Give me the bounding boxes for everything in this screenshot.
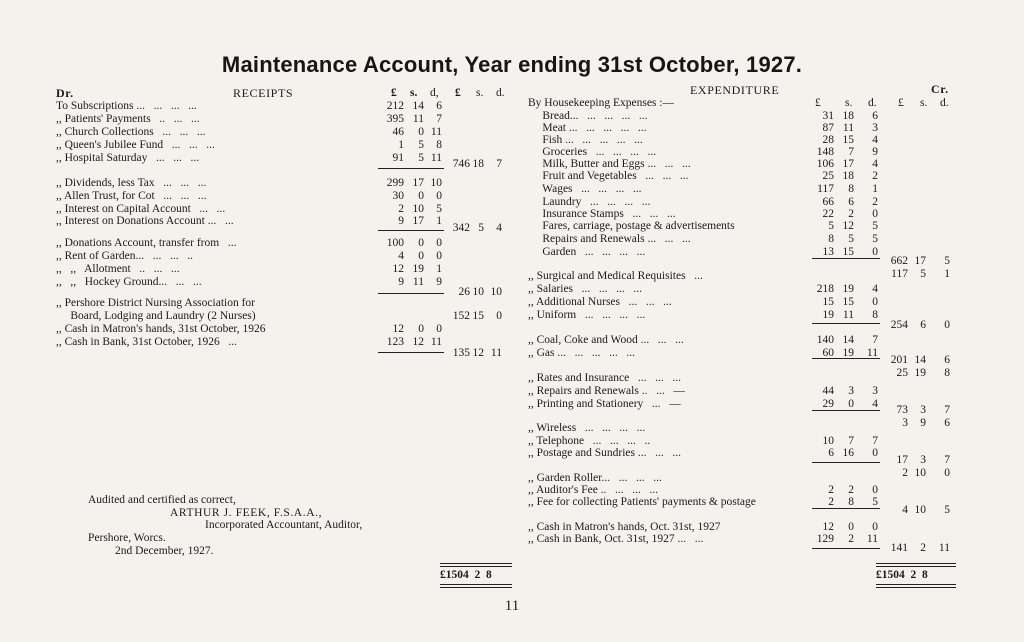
entry-label: ,, Repairs and Renewals .. ... —	[528, 385, 685, 397]
entry-label: ,, Printing and Stationery ... —	[528, 398, 681, 410]
entry-label: ,, Telephone ... ... ... ..	[528, 435, 651, 447]
subtotal-shillings: 3	[920, 404, 926, 416]
subtotal-shillings: 6	[920, 319, 926, 331]
subtotal-shillings: 14	[914, 354, 926, 366]
amount-shillings: 19	[412, 263, 424, 275]
amount-pence: 11	[430, 152, 442, 164]
amount-shillings: 12	[842, 220, 854, 232]
amount-pence: 10	[430, 177, 442, 189]
amount-pence: 1	[436, 215, 442, 227]
entry-label: ,, Additional Nurses ... ... ...	[528, 296, 672, 308]
entry-label: ,, Rates and Insurance ... ... ...	[528, 372, 681, 384]
amount-pence: 9	[872, 146, 878, 158]
rule	[378, 168, 444, 169]
amount-pence: 7	[872, 334, 878, 346]
amount-pounds: 28	[822, 134, 834, 146]
amount-pence: 0	[436, 250, 442, 262]
amount-pounds: 15	[822, 296, 834, 308]
subtotal-shillings: 18	[472, 158, 484, 170]
entry-label: Board, Lodging and Laundry (2 Nurses)	[56, 310, 256, 322]
audit-place: Pershore, Worcs.	[88, 532, 166, 544]
amount-pounds: 12	[392, 263, 404, 275]
entry-label: ,, Allen Trust, for Cot ... ... ...	[56, 190, 207, 202]
amount-pence: 7	[872, 435, 878, 447]
amount-pounds: 100	[386, 237, 404, 249]
entry-label: ,, Wireless ... ... ... ...	[528, 422, 646, 434]
amount-shillings: 11	[842, 309, 854, 321]
amount-shillings: 11	[842, 122, 854, 134]
amount-shillings: 19	[842, 283, 854, 295]
audit-date: 2nd December, 1927.	[115, 545, 214, 557]
col-header-pounds: £	[815, 97, 821, 109]
amount-pence: 2	[872, 170, 878, 182]
subtotal-pence: 7	[496, 158, 502, 170]
subtotal-pence: 7	[944, 454, 950, 466]
col-header-pence: d,	[430, 87, 439, 99]
amount-shillings: 0	[418, 323, 424, 335]
entry-label: ,, Uniform ... ... ... ...	[528, 309, 646, 321]
subtotal-pounds: 17	[896, 454, 908, 466]
amount-pounds: 106	[816, 158, 834, 170]
amount-shillings: 11	[412, 276, 424, 288]
amount-pence: 8	[436, 139, 442, 151]
amount-pounds: 395	[386, 113, 404, 125]
subtotal-pounds: 2	[902, 467, 908, 479]
entry-label: ,, Pershore District Nursing Association for	[56, 297, 255, 309]
subtotal-pounds: 342	[452, 222, 470, 234]
entry-label: ,, Salaries ... ... ... ...	[528, 283, 643, 295]
col-header-shillings: s.	[410, 87, 418, 99]
amount-pence: 1	[872, 183, 878, 195]
amount-shillings: 15	[842, 246, 854, 258]
subtotal-shillings: 3	[920, 454, 926, 466]
entry-label: ,, Queen's Jubilee Fund ... ... ...	[56, 139, 215, 151]
amount-shillings: 11	[412, 113, 424, 125]
auditor-name: ARTHUR J. FEEK, F.S.A.A.,	[170, 507, 323, 519]
amount-pounds: 6	[828, 447, 834, 459]
entry-label: ,, Auditor's Fee .. ... ... ...	[528, 484, 659, 496]
amount-pounds: 44	[822, 385, 834, 397]
page-number: 11	[504, 598, 520, 614]
amount-pounds: 4	[398, 250, 404, 262]
entry-label: ,, Cash in Bank, 31st October, 1926 ...	[56, 336, 237, 348]
amount-shillings: 0	[848, 398, 854, 410]
amount-shillings: 17	[412, 215, 424, 227]
amount-pence: 2	[872, 196, 878, 208]
rule	[812, 508, 880, 509]
amount-shillings: 2	[848, 484, 854, 496]
rule	[876, 584, 956, 588]
amount-pounds: 25	[822, 170, 834, 182]
subtotal-shillings: 2	[920, 542, 926, 554]
amount-shillings: 0	[418, 250, 424, 262]
subtotal-pence: 7	[944, 404, 950, 416]
subtotal-pounds: 25	[896, 367, 908, 379]
rule	[812, 258, 880, 259]
entry-label: ,, ,, Hockey Ground... ... ...	[56, 276, 202, 288]
entry-label: Wages ... ... ... ...	[528, 183, 642, 195]
amount-pence: 4	[872, 283, 878, 295]
entry-label: ,, Garden Roller... ... ... ...	[528, 472, 662, 484]
amount-pence: 5	[872, 233, 878, 245]
entry-label: ,, Donations Account, transfer from ...	[56, 237, 237, 249]
amount-pounds: 299	[386, 177, 404, 189]
entry-label: ,, Postage and Sundries ... ... ...	[528, 447, 682, 459]
rule	[812, 358, 880, 359]
amount-pence: 6	[436, 100, 442, 112]
rule	[440, 584, 512, 588]
entry-label: Garden ... ... ... ...	[528, 246, 646, 258]
subtotal-pence: 11	[938, 542, 950, 554]
amount-shillings: 5	[418, 139, 424, 151]
amount-pence: 0	[872, 447, 878, 459]
amount-pounds: 8	[828, 233, 834, 245]
amount-pounds: 148	[816, 146, 834, 158]
subtotal-pounds: 4	[902, 504, 908, 516]
amount-pounds: 2	[828, 496, 834, 508]
entry-label: ,, Hospital Saturday ... ... ...	[56, 152, 200, 164]
amount-pence: 5	[436, 203, 442, 215]
entry-label: ,, Gas ... ... ... ... ...	[528, 347, 636, 359]
amount-pence: 7	[436, 113, 442, 125]
entry-label: ,, Cash in Matron's hands, Oct. 31st, 1927	[528, 521, 721, 533]
subtotal-pence: 0	[496, 310, 502, 322]
entry-label: Repairs and Renewals ... ... ...	[528, 233, 691, 245]
subtotal-pounds: 254	[890, 319, 908, 331]
amount-pounds: 60	[822, 347, 834, 359]
amount-pence: 0	[436, 323, 442, 335]
expenditure-heading: EXPENDITURE	[690, 83, 780, 97]
amount-pounds: 87	[822, 122, 834, 134]
page-title: Maintenance Account, Year ending 31st October, 1927.	[221, 52, 803, 77]
amount-pounds: 123	[386, 336, 404, 348]
amount-pounds: 212	[386, 100, 404, 112]
amount-pence: 11	[430, 336, 442, 348]
subtotal-shillings: 9	[920, 417, 926, 429]
amount-shillings: 0	[418, 190, 424, 202]
subtotal-pounds: 662	[890, 255, 908, 267]
subtotal-pence: 11	[490, 347, 502, 359]
total-header-shillings: s.	[920, 97, 928, 109]
amount-pence: 0	[872, 246, 878, 258]
col-header-pounds: £	[391, 87, 397, 99]
subtotal-pounds: 117	[891, 268, 908, 280]
amount-pounds: 12	[822, 521, 834, 533]
amount-shillings: 16	[842, 447, 854, 459]
amount-pence: 11	[866, 533, 878, 545]
subtotal-shillings: 15	[472, 310, 484, 322]
amount-shillings: 14	[412, 100, 424, 112]
amount-pounds: 31	[822, 110, 834, 122]
amount-pounds: 9	[398, 215, 404, 227]
subtotal-pounds: 3	[902, 417, 908, 429]
amount-pence: 4	[872, 398, 878, 410]
entry-label: ,, Church Collections ... ... ...	[56, 126, 206, 138]
entry-label: To Subscriptions ... ... ... ...	[56, 100, 197, 112]
subtotal-pence: 5	[944, 255, 950, 267]
subtotal-pounds: 73	[896, 404, 908, 416]
amount-pence: 4	[872, 134, 878, 146]
subtotal-pounds: 152	[452, 310, 470, 322]
amount-shillings: 5	[418, 152, 424, 164]
entry-label: Fares, carriage, postage & advertisements	[528, 220, 735, 232]
entry-label: Fruit and Vegetables ... ... ...	[528, 170, 689, 182]
audit-line: Audited and certified as correct,	[88, 494, 236, 506]
entry-label: ,, ,, Allotment .. ... ...	[56, 263, 180, 275]
subtotal-shillings: 5	[920, 268, 926, 280]
entry-label: Bread... ... ... ... ...	[528, 110, 648, 122]
subtotal-pence: 8	[944, 367, 950, 379]
subtotal-pounds: 201	[890, 354, 908, 366]
entry-label: By Housekeeping Expenses :—	[528, 97, 674, 109]
amount-shillings: 0	[848, 521, 854, 533]
entry-label: Groceries ... ... ... ...	[528, 146, 657, 158]
entry-label: ,, Coal, Coke and Wood ... ... ...	[528, 334, 684, 346]
subtotal-shillings: 10	[472, 286, 484, 298]
subtotal-shillings: 5	[478, 222, 484, 234]
rule	[378, 352, 444, 353]
amount-shillings: 6	[848, 196, 854, 208]
rule	[812, 548, 880, 549]
total-header-pounds: £	[455, 87, 461, 99]
amount-shillings: 19	[842, 347, 854, 359]
amount-shillings: 15	[842, 296, 854, 308]
amount-pounds: 12	[392, 323, 404, 335]
total-header-shillings: s.	[476, 87, 484, 99]
amount-pence: 11	[866, 347, 878, 359]
auditor-title: Incorporated Accountant, Auditor,	[205, 519, 363, 531]
amount-pounds: 10	[822, 435, 834, 447]
rule	[440, 563, 512, 567]
amount-shillings: 2	[848, 533, 854, 545]
amount-shillings: 14	[842, 334, 854, 346]
amount-pounds: 1	[398, 139, 404, 151]
amount-shillings: 3	[848, 385, 854, 397]
amount-pence: 0	[872, 521, 878, 533]
subtotal-shillings: 10	[914, 504, 926, 516]
amount-pounds: 46	[392, 126, 404, 138]
amount-pence: 0	[872, 484, 878, 496]
amount-shillings: 10	[412, 203, 424, 215]
rule	[812, 410, 880, 411]
amount-pounds: 5	[828, 220, 834, 232]
amount-pence: 5	[872, 496, 878, 508]
entry-label: ,, Dividends, less Tax ... ... ...	[56, 177, 207, 189]
amount-shillings: 17	[842, 158, 854, 170]
amount-pounds: 2	[828, 484, 834, 496]
amount-pounds: 30	[392, 190, 404, 202]
amount-shillings: 0	[418, 237, 424, 249]
rule	[812, 323, 880, 324]
amount-pence: 0	[436, 237, 442, 249]
subtotal-shillings: 12	[472, 347, 484, 359]
entry-label: Laundry ... ... ... ...	[528, 196, 651, 208]
expenditure-grand-total: £1504 2 8	[876, 569, 928, 581]
total-header-pence: d.	[940, 97, 949, 109]
amount-pounds: 91	[392, 152, 404, 164]
col-header-pence: d.	[868, 97, 877, 109]
entry-label: ,, Cash in Bank, Oct. 31st, 1927 ... ...	[528, 533, 704, 545]
amount-pounds: 29	[822, 398, 834, 410]
entry-label: ,, Rent of Garden... ... ... ..	[56, 250, 194, 262]
receipts-grand-total: £1504 2 8	[440, 569, 492, 581]
amount-shillings: 8	[848, 183, 854, 195]
rule	[876, 563, 956, 567]
amount-pence: 3	[872, 385, 878, 397]
cr-label: Cr.	[931, 82, 949, 96]
amount-pence: 4	[872, 158, 878, 170]
entry-label: ,, Surgical and Medical Requisites ...	[528, 270, 703, 282]
subtotal-pounds: 141	[890, 542, 908, 554]
amount-pence: 3	[872, 122, 878, 134]
amount-shillings: 7	[848, 146, 854, 158]
subtotal-shillings: 19	[914, 367, 926, 379]
amount-shillings: 18	[842, 170, 854, 182]
amount-pounds: 13	[822, 246, 834, 258]
amount-shillings: 17	[412, 177, 424, 189]
subtotal-pence: 0	[944, 319, 950, 331]
amount-pence: 11	[430, 126, 442, 138]
amount-pounds: 22	[822, 208, 834, 220]
amount-shillings: 5	[848, 233, 854, 245]
amount-pounds: 117	[817, 183, 834, 195]
amount-pounds: 66	[822, 196, 834, 208]
rule	[378, 230, 444, 231]
total-header-pounds: £	[898, 97, 904, 109]
subtotal-pounds: 135	[452, 347, 470, 359]
amount-pounds: 19	[822, 309, 834, 321]
amount-pence: 6	[872, 110, 878, 122]
rule	[812, 462, 880, 463]
entry-label: ,, Interest on Capital Account ... ...	[56, 203, 226, 215]
entry-label: Milk, Butter and Eggs ... ... ...	[528, 158, 691, 170]
subtotal-pounds: 26	[458, 286, 470, 298]
entry-label: ,, Patients' Payments .. ... ...	[56, 113, 200, 125]
subtotal-pence: 5	[944, 504, 950, 516]
subtotal-shillings: 17	[914, 255, 926, 267]
subtotal-shillings: 10	[914, 467, 926, 479]
amount-shillings: 12	[412, 336, 424, 348]
col-header-shillings: s.	[845, 97, 853, 109]
subtotal-pence: 6	[944, 354, 950, 366]
amount-pence: 9	[436, 276, 442, 288]
entry-label: Insurance Stamps ... ... ...	[528, 208, 676, 220]
subtotal-pounds: 746	[452, 158, 470, 170]
amount-shillings: 7	[848, 435, 854, 447]
dr-label: Dr.	[56, 86, 74, 100]
entry-label: ,, Cash in Matron's hands, 31st October, 1926	[56, 323, 266, 335]
amount-pounds: 129	[816, 533, 834, 545]
amount-pence: 0	[436, 190, 442, 202]
entry-label: ,, Interest on Donations Account ... ...	[56, 215, 234, 227]
total-header-pence: d.	[496, 87, 505, 99]
amount-pounds: 218	[816, 283, 834, 295]
subtotal-pence: 1	[944, 268, 950, 280]
amount-pence: 0	[872, 208, 878, 220]
entry-label: ,, Fee for collecting Patients' payments & postage	[528, 496, 756, 508]
subtotal-pence: 6	[944, 417, 950, 429]
entry-label: Meat ... ... ... ... ...	[528, 122, 647, 134]
amount-pence: 5	[872, 220, 878, 232]
entry-label: Fish ... ... ... ... ...	[528, 134, 643, 146]
amount-shillings: 8	[848, 496, 854, 508]
subtotal-pence: 0	[944, 467, 950, 479]
receipts-heading: RECEIPTS	[233, 86, 294, 100]
amount-shillings: 18	[842, 110, 854, 122]
amount-pounds: 140	[816, 334, 834, 346]
amount-shillings: 15	[842, 134, 854, 146]
amount-pence: 1	[436, 263, 442, 275]
amount-pounds: 9	[398, 276, 404, 288]
amount-pounds: 2	[398, 203, 404, 215]
amount-shillings: 0	[418, 126, 424, 138]
amount-pence: 8	[872, 309, 878, 321]
subtotal-pence: 4	[496, 222, 502, 234]
amount-shillings: 2	[848, 208, 854, 220]
amount-pence: 0	[872, 296, 878, 308]
rule	[378, 293, 444, 294]
subtotal-pence: 10	[490, 286, 502, 298]
